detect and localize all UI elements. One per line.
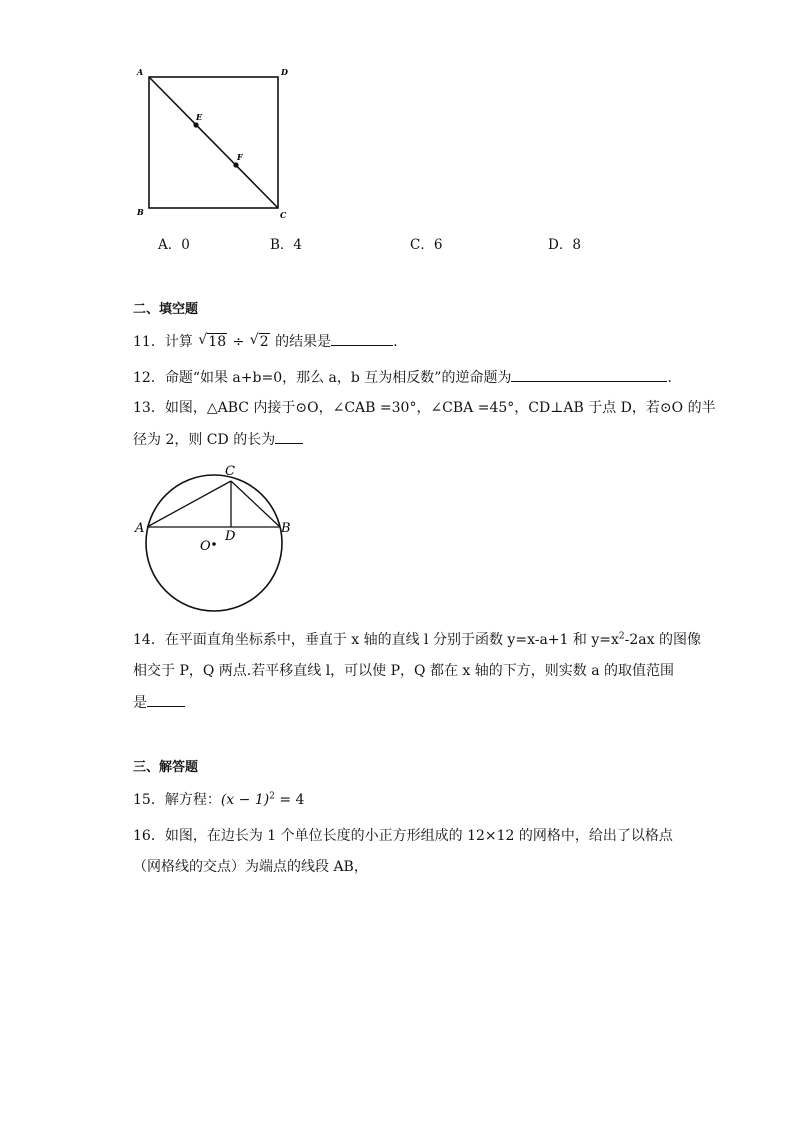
segment-bc (231, 481, 280, 527)
label-a: A (135, 521, 145, 536)
question-13-line1: 13．如图，△ABC 内接于⊙O，∠CAB =30°，∠CBA =45°，CD⊥AB 于点 D，若⊙O 的半 (133, 400, 716, 416)
circle-figure (130, 460, 300, 620)
choice-c: C．6 (410, 237, 443, 253)
answer-blank-14[interactable] (147, 692, 185, 707)
label-b: B (281, 521, 291, 536)
question-11: 11．计算 √ 18 ÷ √ 2 的结果是 . (133, 331, 398, 352)
choice-d: D．8 (548, 237, 581, 253)
question-14-line1: 14．在平面直角坐标系中，垂直于 x 轴的直线 l 分别于函数 y=x-a+1 和 $y=x^2-2ax$ 的图像 (133, 631, 701, 648)
question-12: 12．命题“如果 a+b=0，那么 a，b 互为相反数”的逆命题为 . (133, 367, 672, 388)
section-title-fill-in: 二、填空题 (133, 302, 199, 317)
diagonal-ac (149, 77, 278, 208)
square-figure (130, 62, 300, 222)
label-o: O (200, 539, 211, 554)
question-14-line2: 相交于 P，Q 两点.若平移直线 l，可以使 P，Q 都在 x 轴的下方，则实数 a 的取值范围 (133, 663, 675, 679)
choice-a: A．0 (158, 237, 190, 253)
label-d: D (225, 529, 236, 544)
label-e: E (196, 112, 203, 122)
answer-blank-11[interactable] (331, 331, 393, 346)
choice-b: B．4 (270, 237, 303, 253)
label-c: C (225, 464, 235, 479)
section-title-solve: 三、解答题 (133, 760, 199, 775)
question-16-line2: （网格线的交点）为端点的线段 AB， (133, 859, 368, 875)
label-c: C (280, 210, 287, 220)
answer-blank-12[interactable] (511, 367, 667, 382)
segment-ac (147, 481, 231, 527)
label-b: B (137, 207, 144, 217)
question-15: 15．解方程：$(x - 1)^2 = 4$ (133, 791, 305, 808)
sqrt-18: √ 18 (198, 332, 227, 352)
label-a: A (137, 67, 144, 77)
point-e (193, 122, 198, 127)
answer-blank-13[interactable] (275, 429, 303, 444)
question-16-line1: 16．如图，在边长为 1 个单位长度的小正方形组成的 12×12 的网格中，给出了以格点 (133, 828, 673, 844)
label-d: D (281, 67, 288, 77)
question-14-line3: 是 (133, 692, 185, 713)
point-f (233, 162, 238, 167)
center-o (212, 542, 216, 546)
sqrt-2: √ 2 (250, 332, 270, 352)
question-13-line2: 径为 2，则 CD 的长为 (133, 429, 303, 450)
label-f: F (237, 152, 243, 162)
